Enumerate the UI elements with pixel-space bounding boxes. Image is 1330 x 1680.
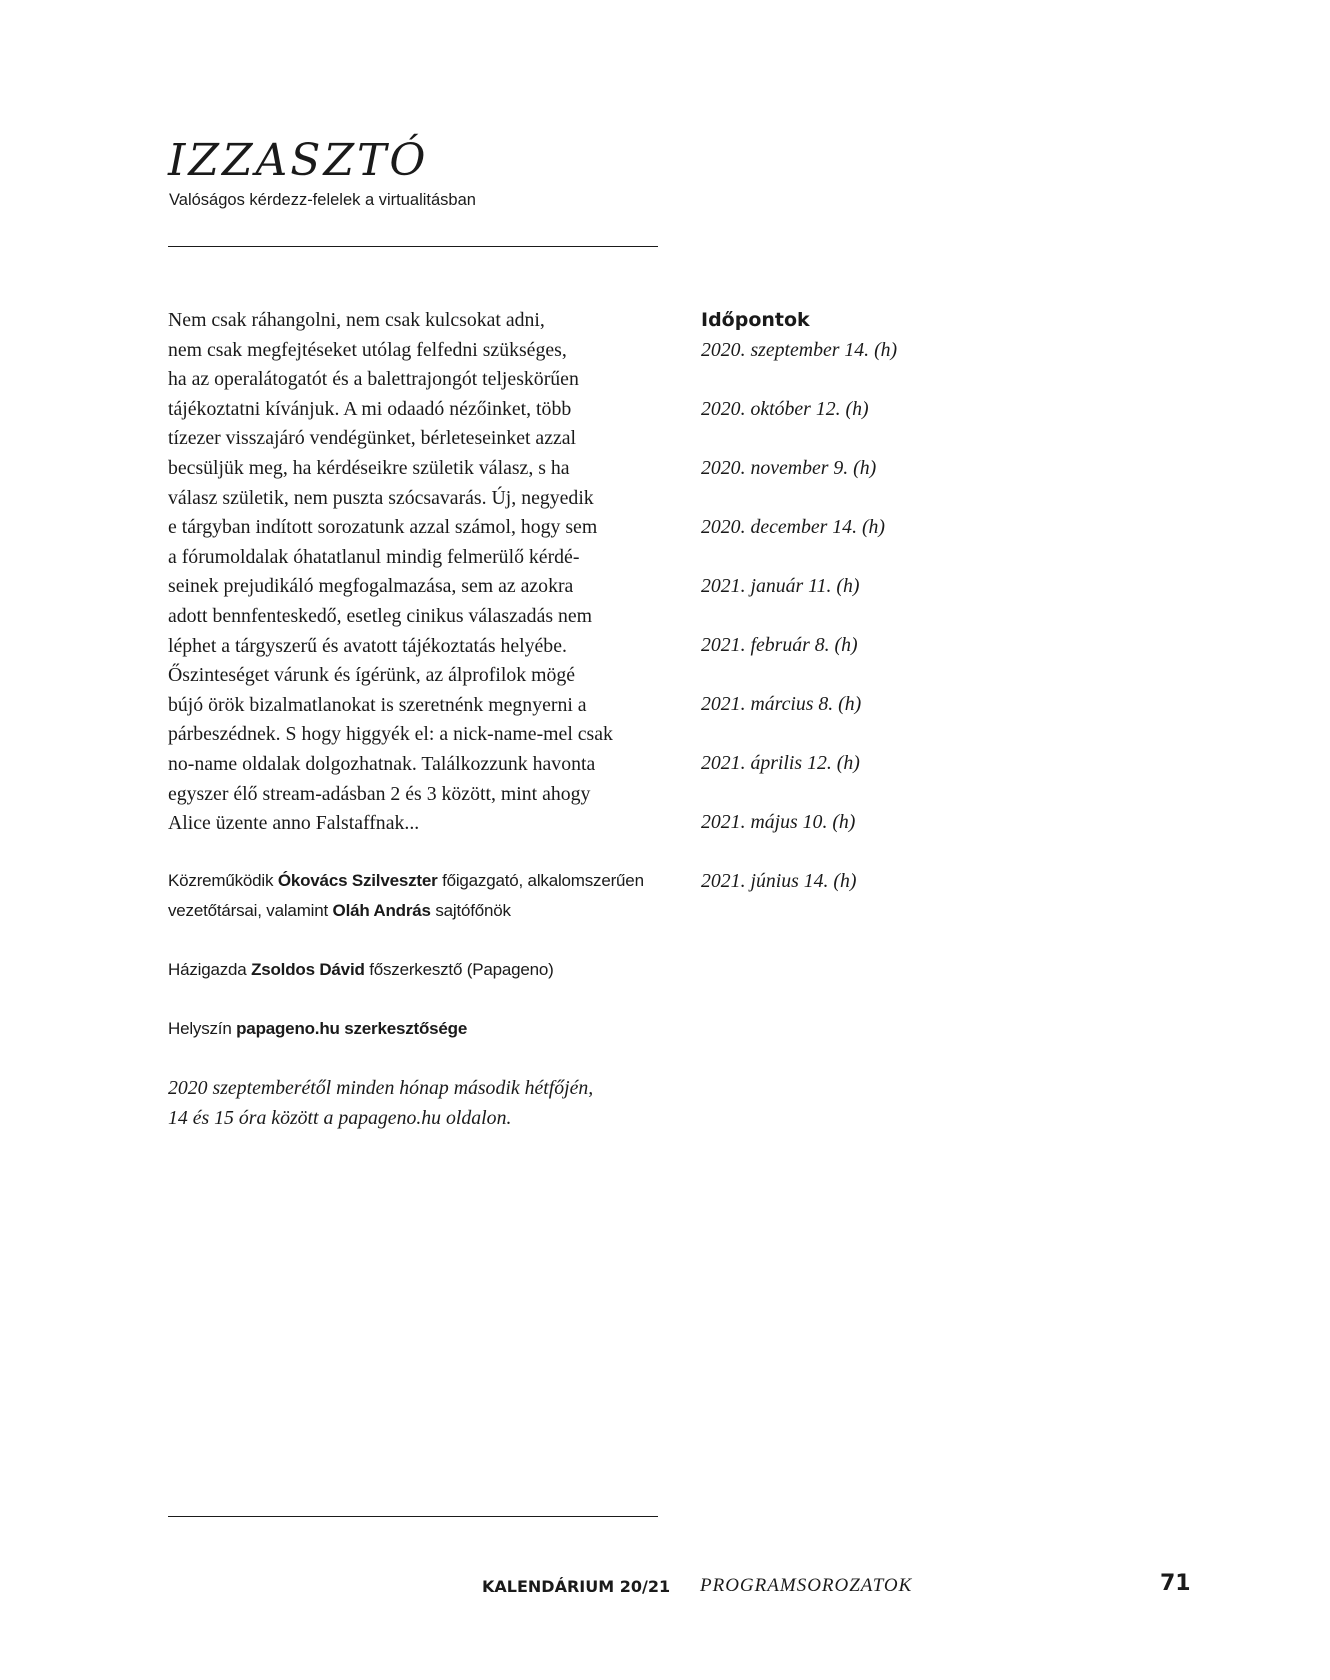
host-name: Zsoldos Dávid (251, 960, 365, 979)
date-item: 2020. szeptember 14. (h) (701, 339, 898, 361)
intro-line: válasz születik, nem puszta szócsavarás. Új, negyedik (168, 486, 594, 509)
intro-line: Őszinteséget várunk és ígérünk, az álprofilok mögé (168, 664, 576, 687)
page-title: IZZASZTÓ (168, 135, 429, 186)
date-item: 2021. január 11. (h) (701, 575, 860, 597)
footer-publication: KALENDÁRIUM 20/21 (482, 1577, 671, 1596)
intro-line: léphet a tárgyszerű és avatott tájékoztatás helyébe. (168, 634, 567, 657)
page-subtitle: Valóságos kérdezz-felelek a virtualitásban (169, 191, 476, 209)
page-number: 71 (1160, 1571, 1191, 1596)
dates-list (701, 336, 897, 926)
contributors-label: Közreműködik (168, 871, 274, 890)
date-item: 2020. november 9. (h) (701, 457, 877, 479)
intro-line: adott bennfenteskedő, esetleg cinikus válaszadás nem (168, 604, 593, 627)
intro-line: seinek prejudikáló megfogalmazása, sem az azokra (168, 575, 574, 598)
schedule-note-line-2: 14 és 15 óra között a papageno.hu oldalon. (168, 1106, 512, 1129)
contributor-1-name: Ókovács Szilveszter (277, 871, 438, 890)
intro-line: no-name oldalak dolgozhatnak. Találkozzunk havonta (168, 752, 596, 775)
schedule-note-line-1: 2020 szeptemberétől minden hónap második hétfőjén, (168, 1077, 594, 1099)
intro-text (168, 306, 668, 839)
contributor-1-role: főigazgató, alkalomszerűen (442, 871, 644, 890)
host-role: főszerkesztő (Papageno) (369, 960, 554, 979)
intro-line: Nem csak ráhangolni, nem csak kulcsokat adni, (168, 309, 545, 331)
venue-block (168, 1014, 668, 1044)
top-divider (168, 246, 658, 247)
intro-line: egyszer élő stream-adásban 2 és 3 között, mint ahogy (168, 782, 591, 805)
bottom-divider (168, 1516, 658, 1517)
host-label: Házigazda (168, 960, 247, 979)
venue-label: Helyszín (168, 1019, 232, 1038)
intro-line: becsüljük meg, ha kérdéseikre születik válasz, s ha (168, 456, 570, 479)
venue-line (168, 1014, 668, 1044)
intro-line: ha az operalátogatót és a balettrajongót teljeskörűen (168, 368, 579, 391)
date-item: 2020. október 12. (h) (701, 398, 869, 420)
date-item: 2021. április 12. (h) (701, 752, 860, 774)
contributors-line-2 (168, 896, 668, 926)
dates-heading: Időpontok (701, 309, 810, 331)
intro-line: tízezer visszajáró vendégünket, bérleteseinket azzal (168, 427, 577, 450)
intro-line: Alice üzente anno Falstaffnak... (168, 812, 420, 835)
intro-line: párbeszédnek. S hogy higgyék el: a nick-name-mel csak (168, 723, 613, 746)
date-item: 2021. június 14. (h) (701, 870, 857, 892)
intro-line: e tárgyban indított sorozatunk azzal számol, hogy sem (168, 516, 598, 539)
contributor-2-name: Oláh András (332, 900, 431, 920)
schedule-note (168, 1074, 593, 1133)
intro-line: tájékoztatni kívánjuk. A mi odaadó nézőinket, több (168, 397, 572, 420)
date-item: 2021. február 8. (h) (701, 634, 858, 656)
contributors-line-1 (168, 866, 668, 896)
intro-line: a fórumoldalak óhatatlanul mindig felmerülő kérdé- (168, 545, 580, 568)
venue-name: papageno.hu szerkesztősége (236, 1019, 468, 1038)
date-item: 2021. március 8. (h) (701, 693, 862, 715)
host-block (168, 955, 668, 985)
contributor-2-role: sajtófőnök (435, 900, 511, 920)
date-item: 2021. május 10. (h) (701, 811, 856, 833)
intro-line: nem csak megfejtéseket utólag felfedni szükséges, (168, 338, 567, 361)
contributor-1-role-cont: vezetőtársai, valamint (168, 900, 329, 920)
contributors-block (168, 866, 668, 925)
intro-line: bújó örök bizalmatlanokat is szeretnénk megnyerni a (168, 693, 587, 716)
host-line (168, 955, 668, 985)
date-item: 2020. december 14. (h) (701, 516, 886, 538)
footer-section: PROGRAMSOROZATOK (700, 1575, 913, 1596)
